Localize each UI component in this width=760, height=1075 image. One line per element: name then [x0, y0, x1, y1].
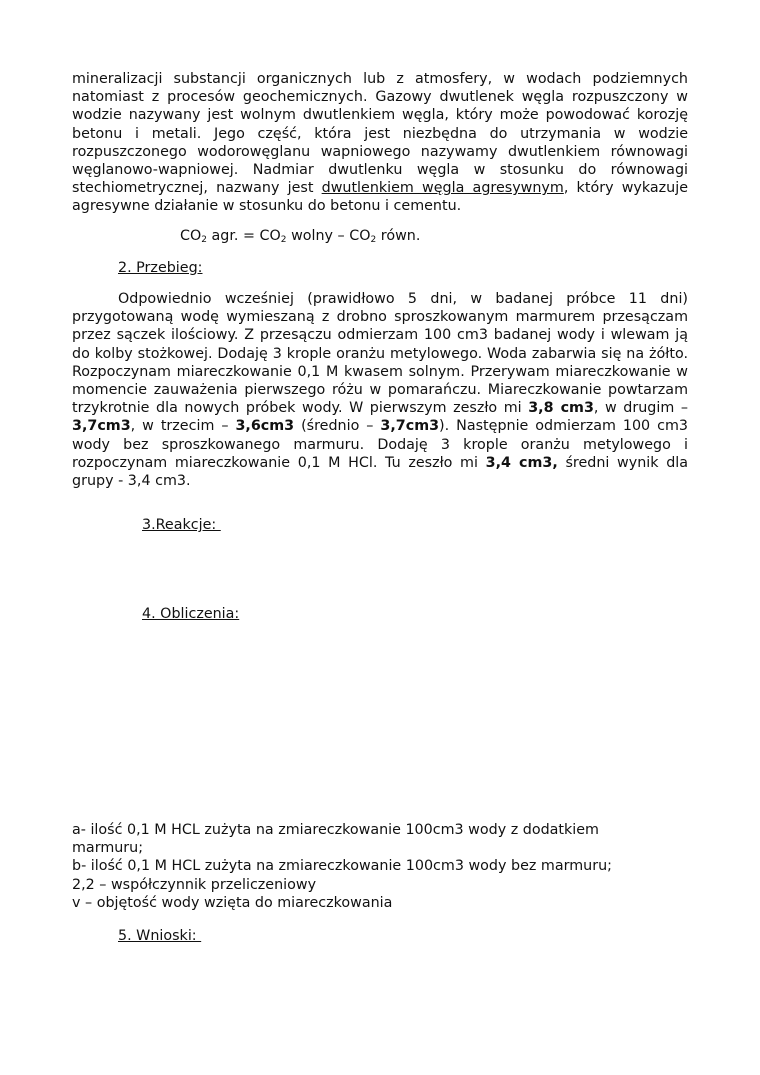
section-heading-conclusions: 5. Wnioski:: [118, 928, 202, 944]
titration-value-no-marble: 3,4 cm3,: [485, 454, 558, 471]
titration-value-3: 3,6cm3: [235, 418, 295, 435]
variable-legend: [72, 821, 688, 912]
intro-paragraph: [72, 70, 688, 216]
titration-value-1: 3,8 cm3: [528, 400, 594, 417]
section-heading-procedure: 2. Przebieg:: [118, 260, 203, 276]
intro-text-b: , który wykazuje agresywne działanie w stosunku do betonu i cementu.: [72, 180, 689, 215]
legend-a: a- ilość 0,1 M HCL zużyta na zmiareczkowanie 100cm3 wody z dodatkiem marmuru;: [72, 822, 599, 857]
intro-text-a: mineralizacji substancji organicznych lub z atmosfery, w wodach podziemnych natomiast z procesów geochemicznych. Gazowy dwutlenek węgla rozpuszczony w wodzie nazywany jest wolnym dwutlenkiem węgla, który może powodować korozję betonu i metali. Jego część, która jest niezbędna do utrzymania w wodzie rozpuszczonego wodorowęglanu wapniowego nazywamy dwutlenkiem równowagi węglanowo-wapniowej. Nadmiar dwutlenku węgla w stosunku do równowagi stechiometrycznej, nazwany jest: [72, 71, 688, 197]
titration-value-2: 3,7cm3: [72, 418, 131, 435]
titration-average: 3,7cm3: [380, 418, 440, 435]
section-heading-reactions: 3.Reakcje:: [142, 517, 221, 533]
legend-c: 2,2 – współczynnik przeliczeniowy: [72, 876, 317, 893]
legend-b: b- ilość 0,1 M HCL zużyta na zmiareczkowanie 100cm3 wody bez marmuru;: [72, 858, 612, 875]
section-heading-calculations: 4. Obliczenia:: [142, 606, 240, 622]
aggressive-co2-term: dwutlenkiem węgla agresywnym: [321, 180, 564, 197]
procedure-paragraph: Odpowiednio wcześniej (prawidłowo 5 dni, w badanej próbce 11 dni) przygotowaną wodę wymieszaną z drobno sproszkowanym marmurem przesączam przez sączek ilościowy. Z przesączu odmierzam 100 cm3 badanej wody i wlewam ją do kolby stożkowej. Dodaję 3 krople oranżu metylowego. Woda zabarwia się na żółto. Rozpoczynam miareczkowanie 0,1 M kwasem solnym. Przerywam miareczkowanie w momencie zauważenia pierwszego różu w pomarańczu. Miareczkowanie powtarzam trzykrotnie dla nowych próbek wody. W pierwszym zeszło mi 3,8 cm3, w drugim – 3,7cm3, w trzecim – 3,6cm3 (średnio – 3,7cm3). Następnie odmierzam 100 cm3 wody bez sproszkowanego marmuru. Dodaję 3 krople oranżu metylowego i rozpoczynam miareczkowanie 0,1 M HCl. Tu zeszło mi 3,4 cm3, średni wynik dla grupy - 3,4 cm3.: [72, 291, 688, 490]
co2-formula: $CO_2$ agr. = $CO_2$ wolny – $CO_2$ równ.: [180, 228, 421, 245]
legend-d: v – objętość wody wzięta do miareczkowania: [72, 894, 393, 911]
